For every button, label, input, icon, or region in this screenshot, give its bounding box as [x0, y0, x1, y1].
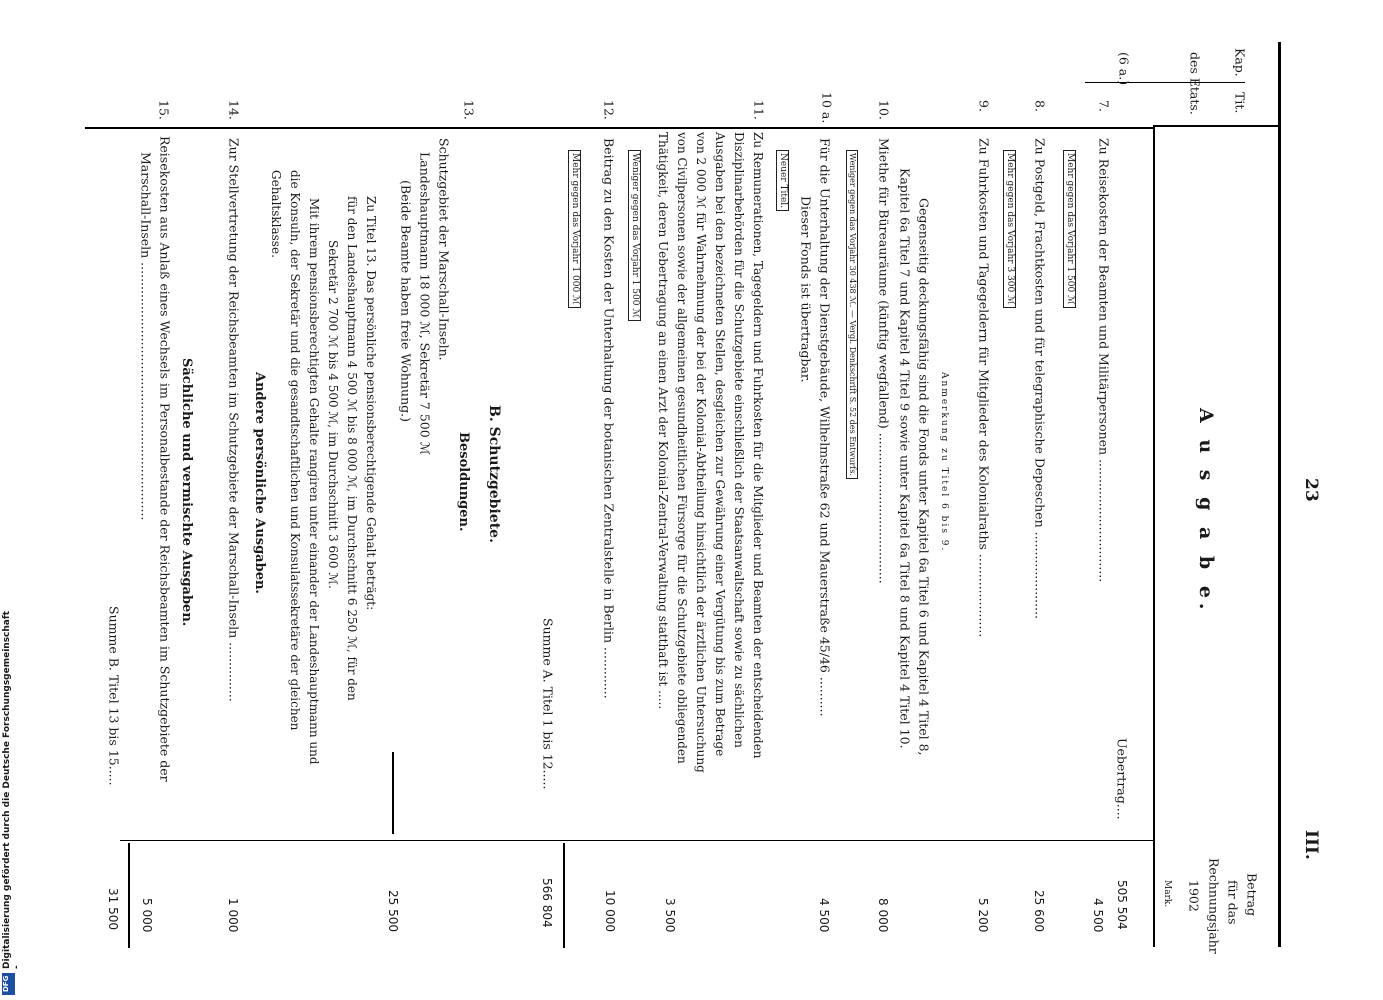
col-etats-label: des Etats. — [1187, 52, 1203, 115]
section-number: III. — [1301, 830, 1321, 860]
r11-amount: 3 500 — [663, 898, 677, 933]
anm-line-2: Kapitel 6a Titel 7 und Kapitel 4 Titel 9 sowie unter Kapitel 6a Titel 8 und Kapitel 4 Titel 10. — [897, 168, 913, 749]
r13-amount: 25 500 — [386, 890, 400, 932]
andere-heading: Andere persönliche Ausgaben. — [252, 372, 267, 594]
amount-header-1: Betrag — [1244, 873, 1260, 917]
r12-tit: 12. — [601, 100, 617, 120]
r10a-text-2: Dieser Fonds ist übertragbar. — [798, 196, 814, 383]
r13-line-3: (Beide Beamte haben freie Wohnung.) — [398, 180, 414, 422]
r9-tit: 9. — [976, 100, 992, 112]
r10-note: Weniger gegen das Vorjahr 30 438 ℳ. — Vergl. Denkschrift S. 52 des Entwurfs. — [846, 150, 858, 479]
r10-amount: 8 000 — [876, 898, 890, 933]
dfg-logo: DFG — [2, 973, 15, 995]
header-rule — [1153, 125, 1155, 947]
r15-line-1: Reisekosten aus Anlaß eines Wechsels im Personalbestande der Reichsbeamten im Schutzgebiete der — [157, 136, 173, 782]
left-column-rule — [85, 127, 1155, 129]
r12-note: Weniger gegen das Vorjahr 1 500 ℳ — [628, 150, 641, 321]
saechliche-heading: Sächliche und vermischte Ausgaben. — [179, 358, 194, 627]
r10-text: Miethe für Büreauräume (künftig wegfallend) ...................................... — [876, 138, 892, 584]
anm-line-1: Gegenseitig deckungsfähig sind die Fonds unter Kapitel 6a Titel 6 und Kapitel 4 Titel 8, — [916, 198, 932, 756]
r9-text: Zu Fuhrkosten und Tagegeldern für Mitglieder des Kolonialraths ..................... — [976, 138, 992, 638]
r7-note: Mehr gegen das Vorjahr 1 500 ℳ — [1063, 150, 1076, 308]
r14-tit: 14. — [226, 100, 242, 120]
section-b-heading: B. Schutzgebiete. — [486, 405, 502, 543]
amount-header-3: Rechnungsjahr — [1206, 858, 1222, 954]
r11-line-6: Thätigkeit, deren Uebertragung an einen Arzt der Kolonial-Zentral-Verwaltung statthaft ist ..... — [656, 132, 670, 710]
amount-column-rule — [120, 840, 1155, 841]
summe-b-label: Summe B. Titel 13 bis 15..... — [106, 606, 122, 786]
amount-header-4: 1902 — [1186, 880, 1202, 912]
summe-b-rule — [128, 843, 130, 948]
uebertrag-amount: 505 504 — [1115, 880, 1129, 930]
r13-rule — [392, 752, 394, 834]
anm-head: Anmerkung zu Titel 6 bis 9. — [939, 372, 949, 553]
summe-a-amount: 566 804 — [540, 878, 554, 928]
r7-amount: 4 500 — [1091, 898, 1105, 933]
r10-tit: 10. — [876, 100, 892, 120]
r8-tit: 8. — [1032, 100, 1048, 112]
summe-a-note: Mehr gegen das Vorjahr 1 000 ℳ — [568, 150, 581, 308]
r11-line-5: von Civilpersonen sowie der allgemeinen gesundheitlichen Fürsorge für die Schutzgebiete obliegenden — [675, 132, 689, 764]
r7-tit: 7. — [1096, 100, 1112, 112]
r13-line-8: die Konsuln, der Sekretär und die gesandtschaftlichen und Konsulatssekretäre der gleichen — [288, 170, 302, 731]
r11-line-2: Disziplinarbehörden für die Schutzgebiete einschließlich der Staatsanwaltschaft sowie zu sächlichen — [732, 132, 746, 748]
r10a-tit: 10 a. — [819, 92, 835, 124]
r10a-amount: 4 500 — [817, 898, 831, 933]
r14-amount: 1 000 — [226, 898, 240, 933]
r7-text: Zu Reisekosten der Beamten und Militärpersonen ............................... — [1096, 138, 1112, 583]
r15-tit: 15. — [156, 100, 172, 120]
r15-amount: 5 000 — [140, 898, 154, 933]
r13-line-1: Schutzgebiet der Marschall-Inseln. — [436, 138, 452, 361]
summe-b-amount: 31 500 — [106, 888, 120, 930]
r13-line-5: für den Landeshauptmann 4 500 ℳ bis 8 000 ℳ, im Durchschnitt 6 250 ℳ, für den — [345, 196, 359, 701]
summe-a-rule — [563, 843, 565, 948]
r13-line-7: Mit ihrem pensionsberechtigten Gehalte rangiren unter einander der Landeshauptmann und — [307, 198, 321, 765]
r11-line-1: Zu Remunerationen, Tagegeldern und Fuhrkosten für die Mitglieder und Beamten der entscheidenden — [751, 132, 765, 759]
r8-amount: 25 600 — [1032, 890, 1046, 932]
r13-tit: 13. — [461, 100, 477, 120]
r15-line-2: Marschall-Inseln ................................................................. — [138, 152, 154, 521]
r13-line-6: Sekretär 2 700 ℳ bis 4 500 ℳ, im Durchschnitt 3 600 ℳ. — [326, 240, 340, 589]
amount-header-2: für das — [1225, 880, 1241, 925]
dfg-credit — [2, 605, 22, 995]
column-rule-top — [1153, 125, 1278, 127]
col-tit-label: Tit. — [1232, 92, 1248, 114]
kap-ref: (6 a.) — [1116, 52, 1132, 86]
etats-rule — [1085, 82, 1245, 83]
r14-text: Zur Stellvertretung der Reichsbeamten im Schutzgebiete der Marschall-Inseln ............... — [226, 138, 242, 702]
besoldungen-heading: Besoldungen. — [456, 432, 471, 532]
r9-amount: 5 200 — [976, 898, 990, 933]
r13-line-9: Gehaltsklasse. — [269, 170, 283, 258]
r13-line-2: Landeshauptmann 18 000 ℳ, Sekretär 7 500 ℳ — [417, 152, 433, 456]
r11-note: Neuer Titel. — [776, 150, 789, 211]
page-title: A u s g a b e. — [1195, 408, 1217, 615]
r12-amount: 10 000 — [603, 890, 617, 932]
r11-line-3: Ausgaben bei den bezeichneten Stellen, desgleichen zur Gewährung einer Vergütung bis zum Betrage — [713, 132, 727, 757]
uebertrag-label: Uebertrag.... — [1114, 738, 1130, 820]
r13-line-4: Zu Titel 13. Das persönliche pensionsberechtigende Gehalt beträgt: — [364, 196, 378, 611]
r10a-text-1: Für die Unterhaltung der Dienstgebäude, Wilhelmstraße 62 und Mauerstraße 45/46 .......... — [817, 138, 833, 717]
credit-text: Digitalisierung gefördert durch die Deutsche Forschungsgemeinschaft - — [2, 610, 22, 969]
r12-text: Beitrag zu den Kosten der Unterhaltung der botanischen Zentralstelle in Berlin ............. — [601, 138, 617, 699]
r11-tit: 11. — [751, 100, 767, 120]
amount-unit: Mark. — [1162, 880, 1172, 908]
r9-note: Mehr gegen das Vorjahr 3 300 ℳ — [1003, 150, 1016, 308]
r11-line-4: von 2 000 ℳ für Wahrnehmung der bei der Kolonial-Abtheilung hinsichtlich der ärztlichen Untersuchung — [694, 132, 708, 773]
summe-a-label: Summe A. Titel 1 bis 12..... — [540, 618, 556, 790]
page-number: 23 — [1301, 478, 1321, 502]
col-kap-label: Kap. — [1232, 48, 1248, 77]
r8-text: Zu Postgeld, Frachtkosten und für telegraphische Depeschen ...................... — [1032, 138, 1048, 620]
top-rule — [1278, 42, 1281, 947]
